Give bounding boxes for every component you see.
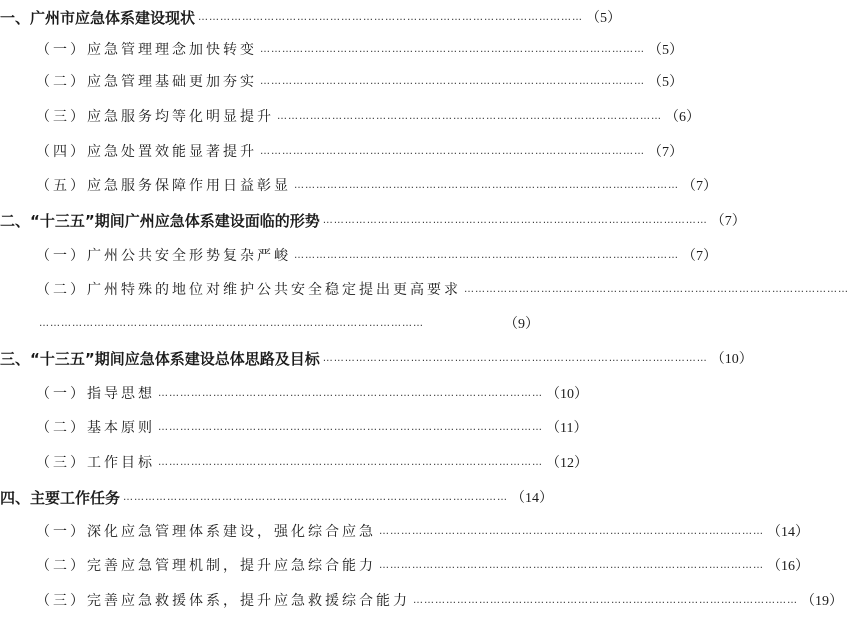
toc-entry-title: （二）应急管理基础更加夯实 — [36, 74, 257, 90]
toc-entry[interactable] — [0, 445, 588, 479]
toc-entry-page: （14） — [767, 525, 809, 540]
toc-entry-page: （7） — [682, 249, 717, 264]
dot-leader: …………………………………………………………………………………………… — [294, 249, 679, 261]
toc-entry[interactable] — [0, 168, 717, 202]
toc-entry-title: 二、“十三五”期间广州应急体系建设面临的形势 — [0, 211, 320, 230]
toc-entry-title: （二）广州特殊的地位对维护公共安全稳定提出更高要求 — [36, 282, 461, 298]
toc-entry[interactable] — [0, 583, 843, 617]
toc-entry[interactable] — [0, 514, 809, 548]
toc-entry[interactable] — [0, 134, 683, 168]
toc-entry-page: （5） — [648, 75, 683, 90]
toc-entry-title: （四）应急处置效能显著提升 — [36, 144, 257, 160]
dot-leader: …………………………………………………………………………………………… — [413, 594, 798, 606]
toc-entry-title: （一）深化应急管理体系建设，强化综合应急 — [36, 524, 376, 540]
toc-entry-page: （11） — [546, 421, 588, 436]
toc-entry-page: （5） — [648, 43, 683, 58]
toc-entry-title: （二）基本原则 — [36, 420, 155, 436]
toc-entry-page: （12） — [546, 456, 588, 471]
toc-entry-page: （7） — [710, 214, 746, 229]
toc-entry-title: 一、广州市应急体系建设现状 — [0, 8, 196, 27]
toc-entry-page: （7） — [648, 145, 683, 160]
toc-entry[interactable] — [0, 410, 588, 444]
toc-entry[interactable] — [0, 64, 683, 98]
dot-leader: …………………………………………………………………………………………… — [198, 11, 584, 23]
toc-entry-page: （5） — [586, 11, 622, 26]
toc-entry-page: （16） — [767, 559, 809, 574]
dot-leader: …………………………………………………………………………………………… — [158, 387, 543, 399]
toc-entry-title: （五）应急服务保障作用日益彰显 — [36, 178, 291, 194]
dot-leader: …………………………………………………………………………………………… — [158, 456, 543, 468]
dot-leader: …………………………………………………………………………………………… — [379, 525, 764, 537]
toc-entry-page: （14） — [511, 491, 554, 506]
toc-entry[interactable] — [0, 548, 809, 582]
toc-entry[interactable] — [0, 480, 554, 514]
dot-leader: …………………………………………………………………………………………… — [260, 43, 645, 55]
toc-entry-title: （二）完善应急管理机制，提升应急综合能力 — [36, 558, 376, 574]
dot-leader: …………………………………………………………………………………………… — [260, 75, 645, 87]
toc-entry[interactable] — [0, 376, 588, 410]
toc-entry-title: 四、主要工作任务 — [0, 488, 121, 507]
toc-entry[interactable] — [0, 99, 700, 133]
toc-entry-title: （一）广州公共安全形势复杂严峻 — [36, 248, 291, 264]
toc-entry[interactable] — [0, 238, 717, 272]
dot-leader: …………………………………………………………………………………………… — [379, 559, 764, 571]
toc-entry-title: （一）应急管理理念加快转变 — [36, 42, 257, 58]
toc-entry[interactable] — [0, 32, 683, 66]
dot-leader: …………………………………………………………………………………………… — [158, 421, 543, 433]
toc-entry[interactable] — [0, 0, 622, 34]
toc-entry-page: （7） — [682, 179, 717, 194]
dot-leader: …………………………………………………………………………………………… — [322, 214, 708, 226]
toc-entry-title: （一）指导思想 — [36, 386, 155, 402]
dot-leader: …………………………………………………………………………………………… — [277, 110, 662, 122]
toc-entry-page: （10） — [710, 352, 753, 367]
toc-entry-page: （6） — [665, 110, 700, 125]
toc-entry-title: （三）完善应急救援体系，提升应急救援综合能力 — [36, 593, 410, 609]
dot-leader: …………………………………………………………………………………………… — [464, 283, 849, 295]
toc-entry-continuation[interactable] — [0, 306, 539, 340]
toc-entry-title: 三、“十三五”期间应急体系建设总体思路及目标 — [0, 349, 320, 368]
toc-entry-page: （10） — [546, 387, 588, 402]
toc-entry[interactable] — [0, 272, 849, 306]
dot-leader: …………………………………………………………………………………………… — [322, 352, 708, 364]
toc-entry[interactable] — [0, 203, 746, 237]
dot-leader: …………………………………………………………………………………………… — [294, 179, 679, 191]
dot-leader: …………………………………………………………………………………………… — [39, 317, 424, 329]
toc-entry-page: （19） — [801, 594, 843, 609]
dot-leader: …………………………………………………………………………………………… — [123, 491, 509, 503]
dot-leader: …………………………………………………………………………………………… — [260, 145, 645, 157]
toc-entry[interactable] — [0, 341, 753, 375]
toc-entry-title: （三）应急服务均等化明显提升 — [36, 109, 274, 125]
toc-entry-page: （9） — [504, 317, 539, 332]
toc-entry-title: （三）工作目标 — [36, 455, 155, 471]
